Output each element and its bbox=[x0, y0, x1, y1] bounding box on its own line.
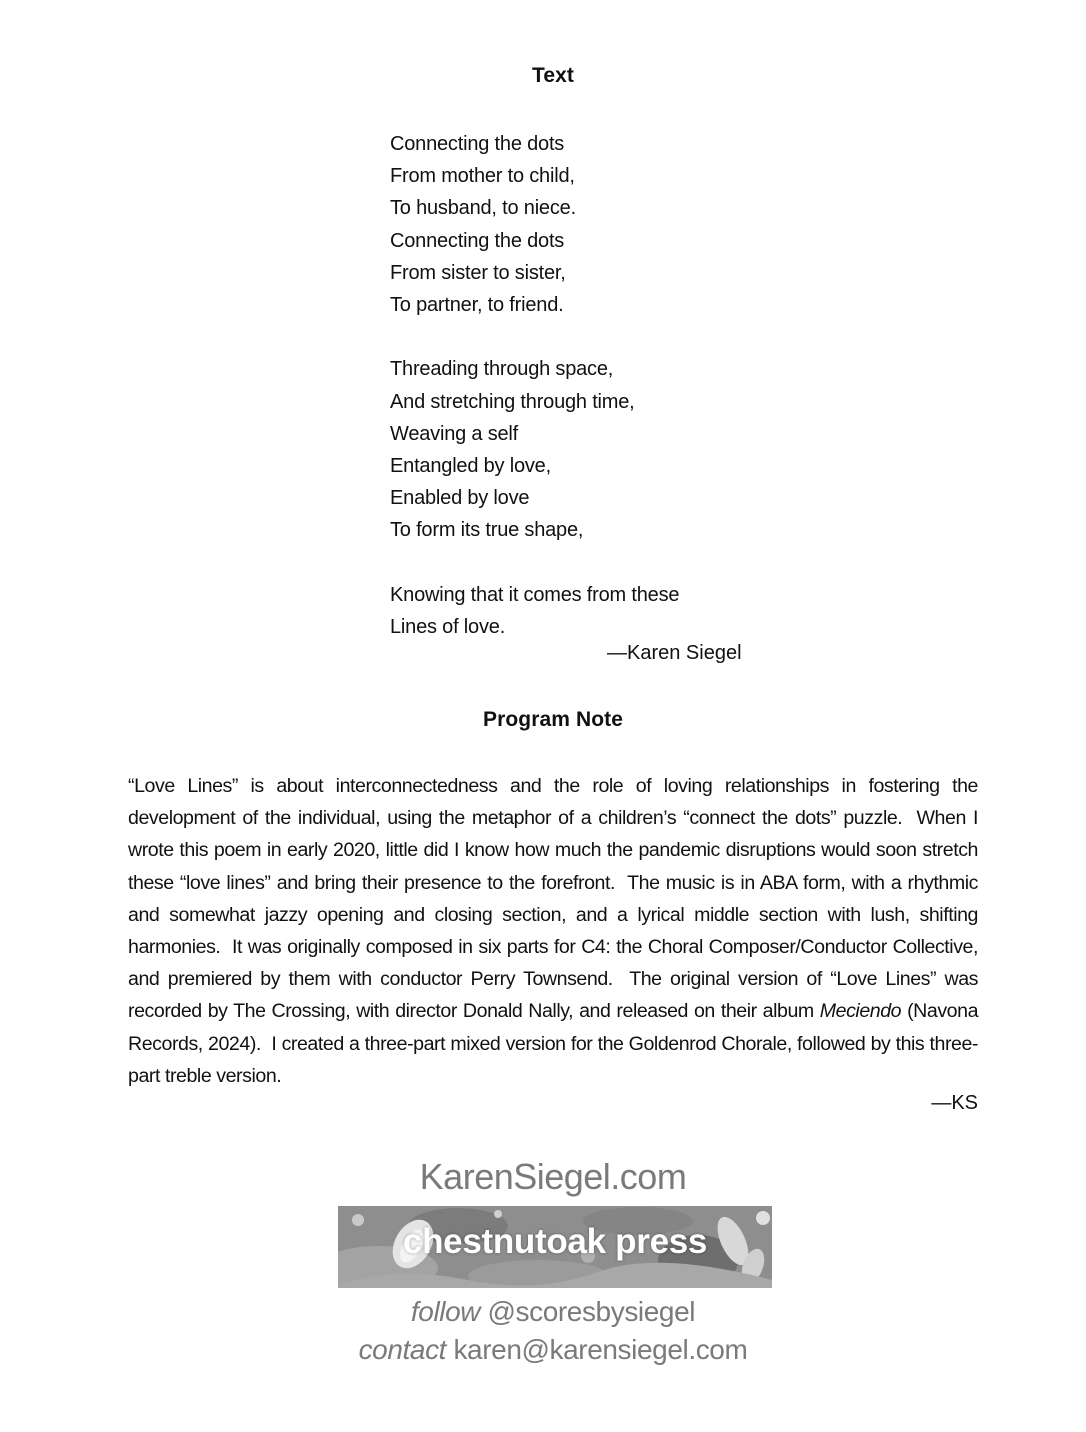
album-title: Meciendo bbox=[819, 1000, 902, 1023]
poem-line: Connecting the dots bbox=[390, 229, 565, 252]
text-heading: Text bbox=[531, 64, 575, 87]
program-note-text-part-1: “Love Lines” is about interconnectedness and the role of loving relationships in fostering the development of the individual, using the metaphor of a children’s “connect the dots” puzzle. When I wrote this poem in early 2020, little did I know how much the pandemic disruptions would soon stretch these “love lines” and bring their presence to the forefront. The music is in ABA form, with a rhythmic and somewhat jazzy opening and closing section, and a lyrical middle section with lush, shifting harmonies. It was originally composed in six parts for C4: the Choral Composer/Conductor Collective, and premiered by them with conductor Perry Townsend. The original version of “Love Lines” was recorded by The Crossing, with director Donald Nally, and released on their album bbox=[128, 775, 978, 1023]
poem-line: To husband, to niece. bbox=[390, 197, 576, 220]
program-note-text-part-2: (Navona Records, 2024). I created a three-part mixed version for the Goldenrod Chorale, followed by this three-part treble version. bbox=[128, 1000, 979, 1087]
program-note-signature: —KS bbox=[931, 1092, 978, 1114]
poem-line: From sister to sister, bbox=[390, 261, 566, 284]
contact-label: contact bbox=[358, 1334, 447, 1365]
publisher-name: chestnutoak press bbox=[402, 1222, 708, 1261]
contact-email-link[interactable]: karen@karensiegel.com bbox=[453, 1334, 748, 1365]
program-note-body bbox=[128, 770, 978, 1092]
poem-author: —Karen Siegel bbox=[607, 642, 742, 664]
program-note-heading: Program Note bbox=[482, 708, 624, 731]
poem-line: And stretching through time, bbox=[390, 390, 635, 413]
poem-line: Threading through space, bbox=[390, 358, 614, 381]
publisher-logo-banner bbox=[338, 1206, 772, 1288]
poem-line: Connecting the dots bbox=[390, 133, 565, 155]
poem-stanza-1 bbox=[390, 128, 810, 321]
poem-line: From mother to child, bbox=[390, 165, 575, 188]
poem-line: Enabled by love bbox=[390, 487, 530, 510]
poem-stanza-2 bbox=[390, 353, 810, 546]
poem bbox=[390, 128, 810, 643]
follow-label: follow bbox=[410, 1296, 481, 1327]
website-link[interactable]: KarenSiegel.com bbox=[419, 1156, 687, 1197]
poem-line: Lines of love. bbox=[390, 616, 506, 639]
poem-line: Weaving a self bbox=[390, 422, 519, 445]
follow-line bbox=[0, 1296, 1086, 1328]
poem-stanza-3 bbox=[390, 579, 810, 643]
poem-line: To partner, to friend. bbox=[390, 294, 564, 317]
poem-line: To form its true shape, bbox=[390, 519, 584, 542]
contact-line bbox=[0, 1334, 1086, 1366]
poem-line: Entangled by love, bbox=[390, 455, 551, 478]
poem-line: Knowing that it comes from these bbox=[390, 583, 680, 606]
social-handle-link[interactable]: @scoresbysiegel bbox=[487, 1296, 696, 1327]
